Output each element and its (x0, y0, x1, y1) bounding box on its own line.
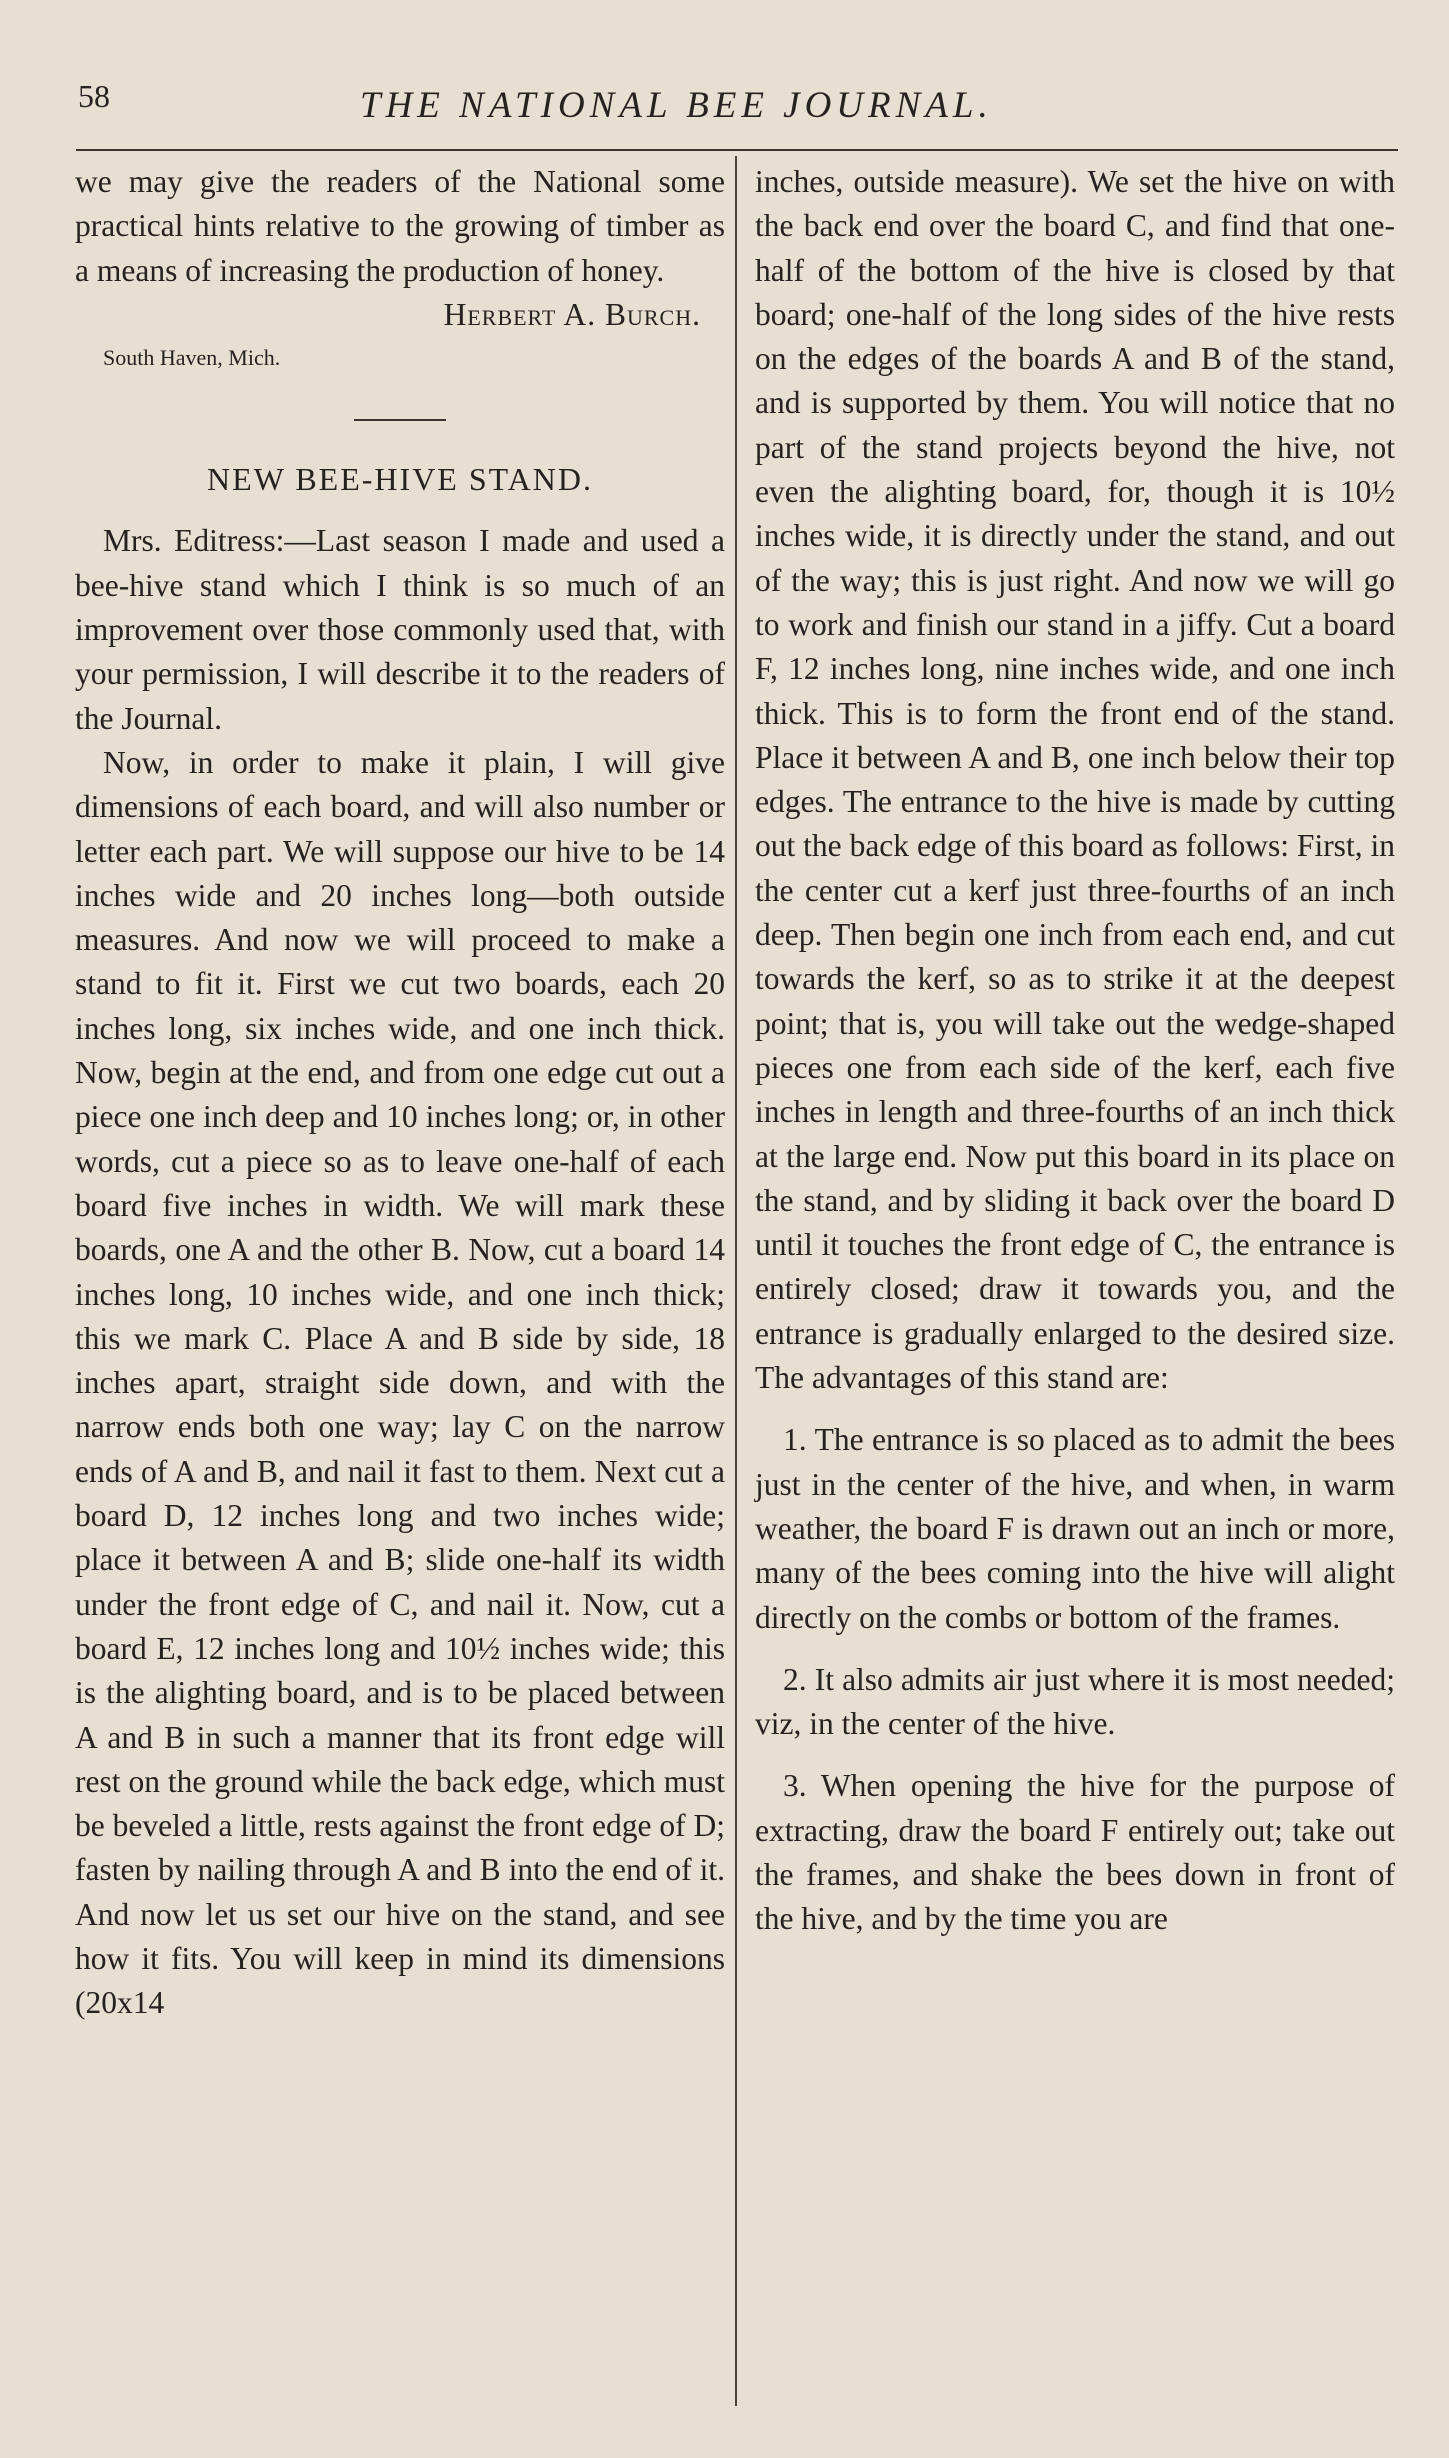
right-column (755, 160, 1395, 1942)
advantage-item-2: 2. It also admits air just where it is most needed; viz, in the center of the hive. (755, 1661, 1395, 1742)
article-paragraph-2: Now, in order to make it plain, I will give dimensions of each board, and will also number or letter each part. We will suppose our hive to be 14 inches wide and 20 inches long—both outside measures. And now we will proceed to make a stand to fit it. First we cut two boards, each 20 inches long, six inches wide, and one inch thick. Now, begin at the end, and from one edge cut out a piece one inch deep and 10 inches long; or, in other words, cut a piece so as to leave one-half of each board five inches in width. We will mark these boards, one A and the other B. Now, cut a board 14 inches long, 10 inches wide, and one inch thick; this we mark C. Place A and B side by side, 18 inches apart, straight side down, and with the narrow ends both one way; lay C on the narrow ends of A and B, and nail it fast to them. Next cut a board D, 12 inches long and two inches wide; place it between A and B; slide one-half its width under the front edge of C, and nail it. Now, cut a board E, 12 inches long and 10½ inches wide; this is the alighting board, and is to be placed between A and B in such a manner that its front edge will rest on the ground while the back edge, which must be beveled a little, rests against the front edge of D; fasten by nailing through A and B into the end of it. And now let us set our hive on the stand, and see how it fits. You will keep in mind its dimensions (20x14 (75, 744, 725, 2021)
page-number: 58 (78, 78, 110, 114)
section-title: NEW BEE-HIVE STAND. (207, 461, 593, 498)
author-dateline: South Haven, Mich. (103, 345, 281, 371)
article-paragraph-1: Mrs. Editress:—Last season I made and used a bee-hive stand which I think is so much of an improvement over those commonly used that, with your permission, I will describe it to the readers of the Journal. (75, 523, 725, 736)
article-paragraph-continued: inches, outside measure). We set the hive on with the back end over the board C, and find that one-half of the bottom of the hive is closed by that board; one-half of the long sides of the hive rests on the edges of the boards A and B of the stand, and is supported by them. You will notice that no part of the stand projects beyond the hive, not even the alighting board, for, though it is 10½ inches wide, it is directly under the stand, and out of the way; this is just right. And now we will go to work and finish our stand in a jiffy. Cut a board F, 12 inches long, nine inches wide, and one inch thick. This is to form the front end of the stand. Place it between A and B, one inch below their top edges. The entrance to the hive is made by cutting out the back edge of this board as follows: First, in the center cut a kerf just three-fourths of an inch deep. Then begin one inch from each end, and cut towards the kerf, so as to strike it at the deepest point; that is, you will take out the wedge-shaped pieces one from each side of the kerf, each five inches in length and three-fourths of an inch thick at the large end. Now put this board in its place on the stand, and by sliding it back over the board D until it touches the front edge of C, the entrance is entirely closed; draw it towards you, and the entrance is gradually enlarged to the desired size. The advantages of this stand are: (755, 164, 1395, 1396)
continuation-paragraph: we may give the readers of the National some practical hints relative to the growing of timber as a means of increasing the production of honey. (75, 164, 725, 288)
header-rule (76, 149, 1398, 151)
column-divider (735, 156, 737, 2406)
advantage-item-3: 3. When opening the hive for the purpose of extracting, draw the board F entirely out; take out the frames, and shake the bees down in front of the hive, and by the time you are (755, 1768, 1395, 1937)
running-head: THE NATIONAL BEE JOURNAL. (360, 85, 993, 126)
section-separator-rule (354, 419, 446, 421)
left-column (75, 160, 725, 2026)
author-signature: Herbert A. Burch. (443, 296, 701, 332)
advantage-item-1: 1. The entrance is so placed as to admit the bees just in the center of the hive, and when, in warm weather, the board F is drawn out an inch or more, many of the bees coming into the hive will alight directly on the combs or bottom of the frames. (755, 1422, 1395, 1635)
